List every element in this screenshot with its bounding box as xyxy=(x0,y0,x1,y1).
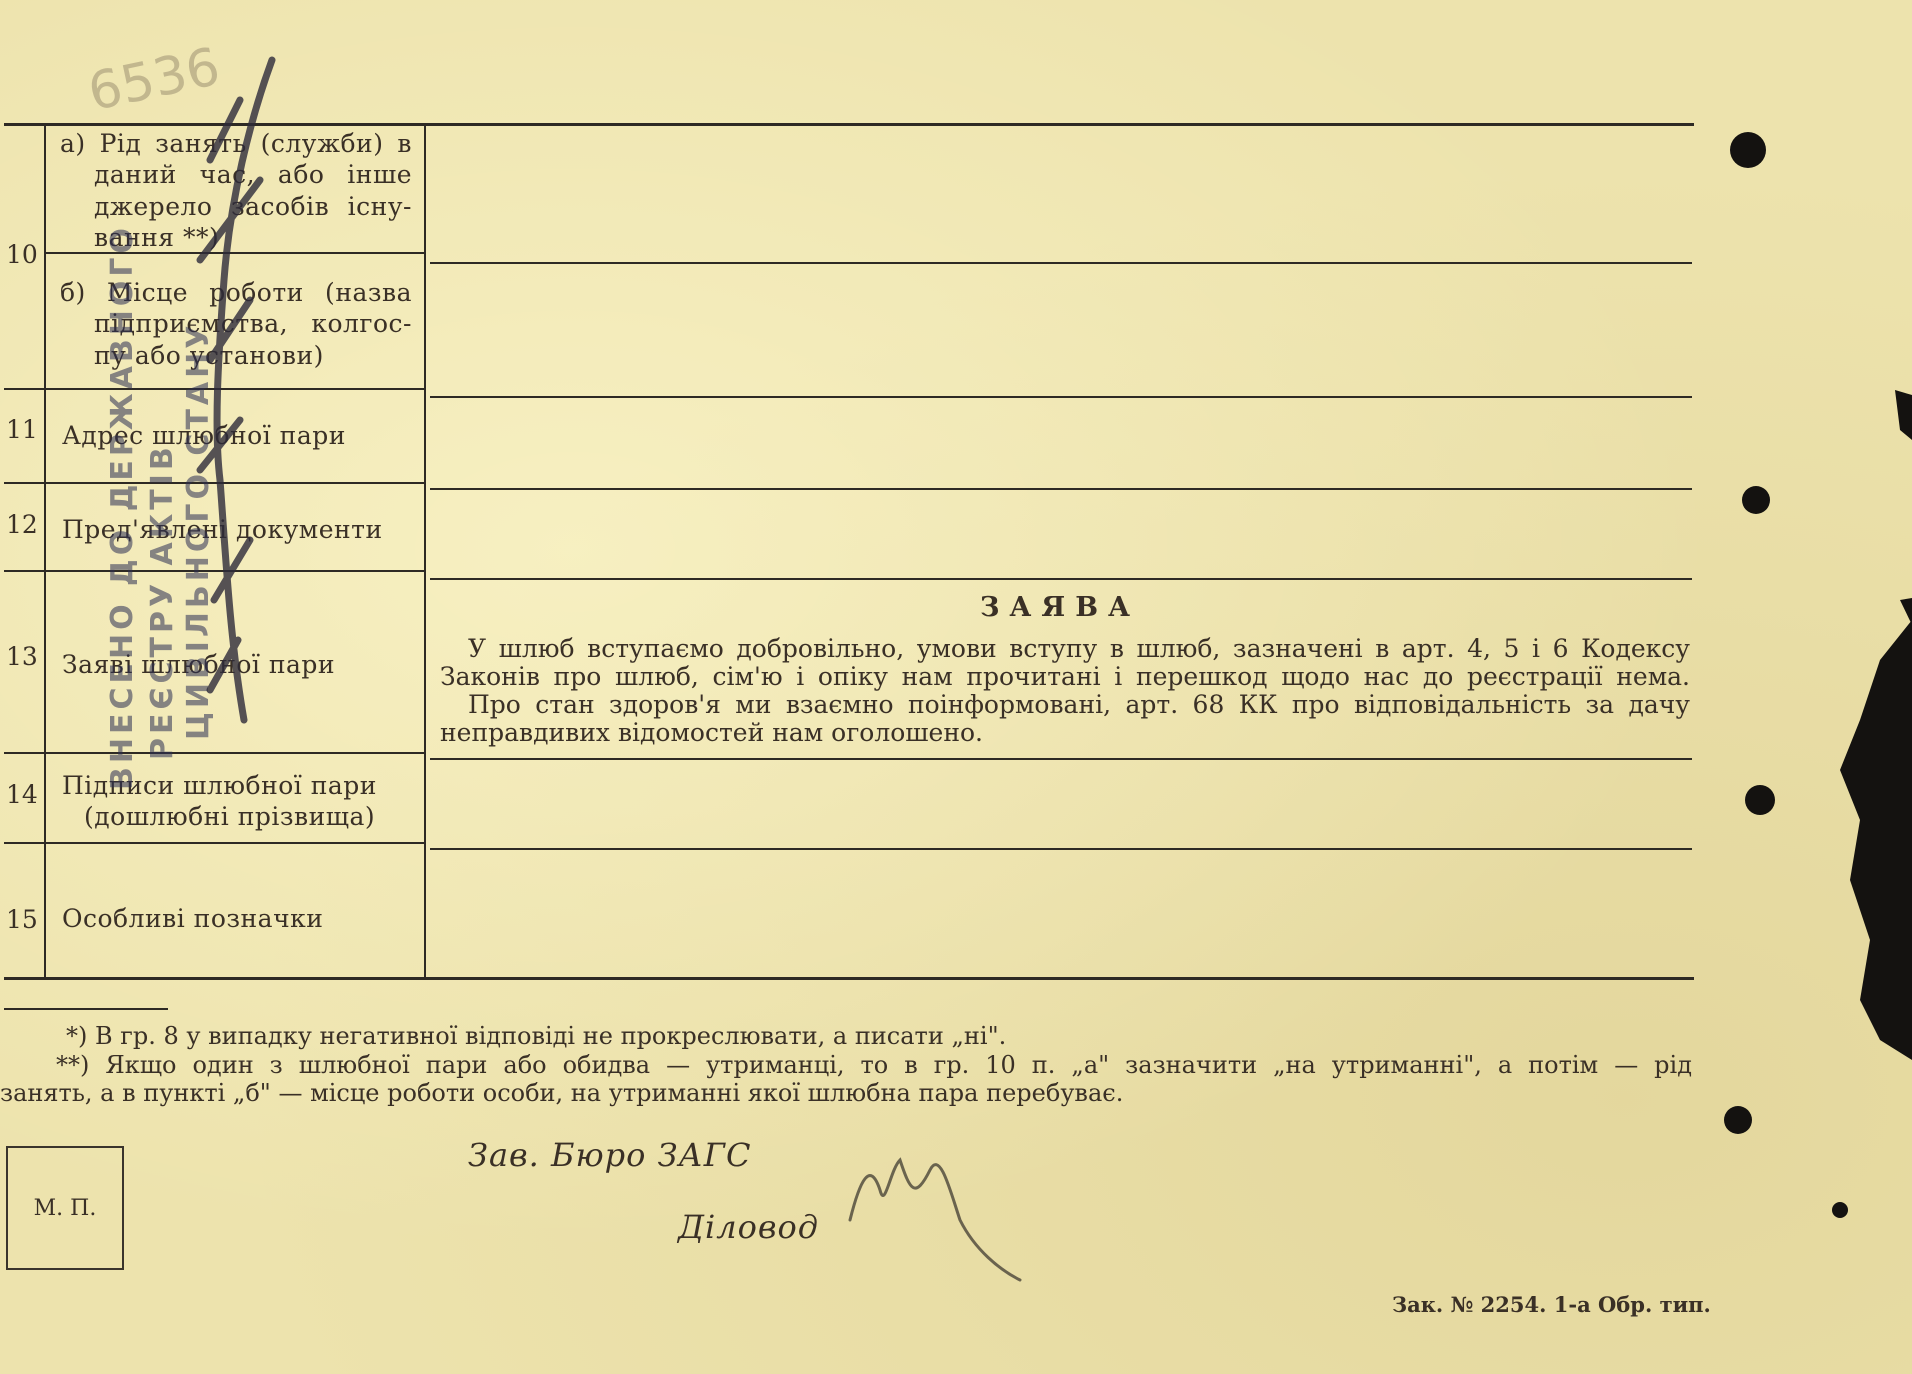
archive-stamp xyxy=(105,224,216,790)
row-number: 14 xyxy=(6,780,38,809)
row-number: 13 xyxy=(6,642,38,671)
footnote: *) В гр. 8 у випадку негативної відповіді не прокреслювати, а писати „ні". xyxy=(66,1022,1007,1050)
statement-line: Законів про шлюб, сім'ю і опіку нам прочитані і перешкод щодо нас до реєстрації нема. xyxy=(440,662,1690,691)
row-number: 11 xyxy=(6,415,38,444)
field-label-statements: Заяві шлюбної пари xyxy=(62,650,336,679)
svg-text:ЦИВІЛЬНОГО СТАНУ: ЦИВІЛЬНОГО СТАНУ xyxy=(181,321,216,740)
print-info: Зак. № 2254. 1-а Обр. тип. xyxy=(1392,1292,1711,1317)
row-number: 12 xyxy=(6,510,38,539)
statement-line: У шлюб вступаємо добровільно, умови вступу в шлюб, зазначені в арт. 4, 5 і 6 Кодексу xyxy=(468,634,1690,663)
field-label-workplace: б) Місце роботи (назва підприємства, колгос- пу або установи) xyxy=(60,278,412,370)
field-label-address: Адрес шлюбної пари xyxy=(62,421,346,450)
clerk-signature-mark xyxy=(850,1160,1020,1280)
seal-place-label: М. П. xyxy=(33,1196,97,1221)
registry-head-title: Зав. Бюро ЗАГС xyxy=(468,1136,752,1174)
field-label-documents: Пред'явлені документи xyxy=(62,515,383,544)
statement-line: неправдивих відомостей нам оголошено. xyxy=(440,718,983,747)
statement-title: ЗАЯВА xyxy=(979,592,1141,623)
clerk-title: Діловод xyxy=(678,1208,820,1246)
paper-edge-damage xyxy=(1724,132,1912,1218)
svg-text:РЕЄСТРУ АКТІВ: РЕЄСТРУ АКТІВ xyxy=(145,443,180,760)
statement-line: Про стан здоров'я ми взаємно поінформовані, арт. 68 КК про відповідальність за дачу xyxy=(468,690,1690,719)
footnote: **) Якщо один з шлюбної пари або обидва — утриманці, то в гр. 10 п. „а" зазначити „на утриманні", а потім — рід xyxy=(56,1051,1692,1079)
field-label-occupation: а) Рід занять (служби) в даний час, або інше джерело засобів існу- вання **) xyxy=(60,129,412,252)
row-number: 10 xyxy=(6,240,38,269)
row-number: 15 xyxy=(6,905,38,934)
archive-number: 6536 xyxy=(83,36,226,124)
svg-text:ВНЕСЕНО ДО ДЕРЖАВНОГО: ВНЕСЕНО ДО ДЕРЖАВНОГО xyxy=(105,224,140,790)
field-label-signatures: Підписи шлюбної пари (дошлюбні прізвища) xyxy=(62,771,377,832)
footnote: занять, а в пункті „б" — місце роботи особи, на утриманні якої шлюбна пара перебуває. xyxy=(0,1079,1124,1107)
field-label-special-notes: Особливі позначки xyxy=(62,904,324,933)
